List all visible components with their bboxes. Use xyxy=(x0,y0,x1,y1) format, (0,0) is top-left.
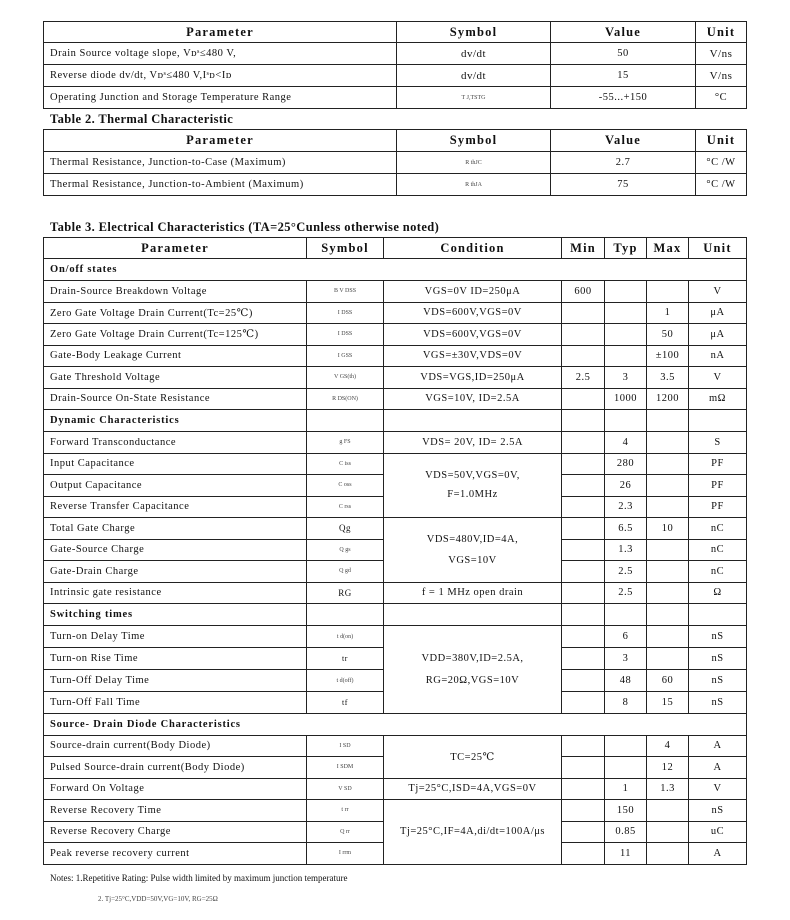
symbol-cell: T J,TSTG xyxy=(397,87,551,109)
table-row xyxy=(44,432,747,454)
typ-cell xyxy=(605,324,647,346)
typ-cell: 2.5 xyxy=(605,582,647,604)
unit-cell: mΩ xyxy=(689,388,747,410)
unit-cell: °C xyxy=(696,87,747,109)
table2-caption: Table 2. Thermal Characteristic xyxy=(50,112,234,126)
condition-cell: VDS= 20V, ID= 2.5A xyxy=(384,432,562,454)
max-cell xyxy=(647,432,689,454)
table-row xyxy=(44,174,747,196)
max-cell: 4 xyxy=(647,735,689,757)
table-row xyxy=(44,87,747,109)
symbol-cell: C oss xyxy=(307,475,384,497)
parameter-cell: Gate Threshold Voltage xyxy=(44,367,307,389)
min-cell xyxy=(562,648,605,670)
header-condition: Condition xyxy=(384,238,562,259)
parameter-cell: Turn-Off Delay Time xyxy=(44,670,307,692)
header-parameter: Parameter xyxy=(44,130,397,152)
symbol-cell: t d(off) xyxy=(307,670,384,692)
unit-cell: PF xyxy=(689,496,747,518)
min-cell xyxy=(562,496,605,518)
parameter-cell: Gate-Drain Charge xyxy=(44,561,307,583)
section-row xyxy=(44,714,747,736)
min-cell xyxy=(562,518,605,540)
condition-cell: VGS=±30V,VDS=0V xyxy=(384,345,562,367)
unit-cell: nS xyxy=(689,670,747,692)
typ-cell xyxy=(605,302,647,324)
section-switching: Switching times xyxy=(44,604,307,626)
typ-cell: 11 xyxy=(605,843,647,865)
min-cell: 600 xyxy=(562,281,605,303)
parameter-cell: Pulsed Source-drain current(Body Diode) xyxy=(44,757,307,779)
min-cell xyxy=(562,388,605,410)
parameter-cell: Input Capacitance xyxy=(44,453,307,475)
typ-cell xyxy=(605,757,647,779)
max-cell: 60 xyxy=(647,670,689,692)
parameter-cell: Total Gate Charge xyxy=(44,518,307,540)
note-2: 2. Tj=25°C,VDD=50V,VG=10V, RG=25Ω xyxy=(98,895,218,903)
header-value: Value xyxy=(551,130,696,152)
min-cell xyxy=(562,324,605,346)
section-row xyxy=(44,410,747,432)
max-cell: 12 xyxy=(647,757,689,779)
unit-cell: A xyxy=(689,735,747,757)
value-cell: -55...+150 xyxy=(551,87,696,109)
symbol-cell: tr xyxy=(307,648,384,670)
unit-cell: μA xyxy=(689,302,747,324)
max-cell: 3.5 xyxy=(647,367,689,389)
unit-cell: A xyxy=(689,843,747,865)
symbol-cell: I GSS xyxy=(307,345,384,367)
symbol-cell: t d(on) xyxy=(307,626,384,648)
table3-caption: Table 3. Electrical Characteristics (TA=25°Cunless otherwise noted) xyxy=(50,220,440,234)
max-cell: ±100 xyxy=(647,345,689,367)
value-cell: 75 xyxy=(551,174,696,196)
parameter-cell: Thermal Resistance, Junction-to-Case (Maximum) xyxy=(44,152,397,174)
max-cell xyxy=(647,496,689,518)
symbol-cell: V GS(th) xyxy=(307,367,384,389)
unit-cell: uC xyxy=(689,821,747,843)
header-unit: Unit xyxy=(696,130,747,152)
parameter-cell: Reverse Recovery Charge xyxy=(44,821,307,843)
typ-cell: 2.5 xyxy=(605,561,647,583)
table-row xyxy=(44,626,747,648)
parameter-cell: Zero Gate Voltage Drain Current(Tc=125℃) xyxy=(44,324,307,346)
condition-cell: VDS=VGS,ID=250μA xyxy=(384,367,562,389)
condition-cell: VDS=600V,VGS=0V xyxy=(384,302,562,324)
symbol-cell: C iss xyxy=(307,453,384,475)
condition-line: VDS=50V,VGS=0V, xyxy=(425,470,520,482)
symbol-cell: I DSS xyxy=(307,324,384,346)
unit-cell: °C /W xyxy=(696,152,747,174)
parameter-cell: Forward Transconductance xyxy=(44,432,307,454)
typ-cell: 8 xyxy=(605,692,647,714)
table-row xyxy=(44,281,747,303)
parameter-cell: Source-drain current(Body Diode) xyxy=(44,735,307,757)
unit-cell: nC xyxy=(689,518,747,540)
typ-cell: 48 xyxy=(605,670,647,692)
table-row xyxy=(44,367,747,389)
max-cell xyxy=(647,539,689,561)
symbol-cell: I DSS xyxy=(307,302,384,324)
note-1: Notes: 1.Repetitive Rating: Pulse width limited by maximum junction temperature xyxy=(50,873,348,883)
unit-cell: nS xyxy=(689,626,747,648)
typ-cell: 3 xyxy=(605,648,647,670)
header-symbol: Symbol xyxy=(397,130,551,152)
unit-cell: μA xyxy=(689,324,747,346)
symbol-cell: B V DSS xyxy=(307,281,384,303)
parameter-cell: Turn-on Delay Time xyxy=(44,626,307,648)
min-cell xyxy=(562,453,605,475)
isd-condition-cell: TC=25℃ xyxy=(384,735,562,778)
parameter-cell: Drain-Source On-State Resistance xyxy=(44,388,307,410)
parameter-cell: Peak reverse recovery current xyxy=(44,843,307,865)
table-row xyxy=(44,65,747,87)
parameter-cell: Zero Gate Voltage Drain Current(Tc=25℃) xyxy=(44,302,307,324)
unit-cell: nS xyxy=(689,692,747,714)
condition-cell: f = 1 MHz open drain xyxy=(384,582,562,604)
unit-cell: V xyxy=(689,281,747,303)
header-max: Max xyxy=(647,238,689,259)
capacitance-condition-cell xyxy=(384,453,562,518)
table-row xyxy=(44,453,747,475)
typ-cell: 2.3 xyxy=(605,496,647,518)
symbol-cell: dv/dt xyxy=(397,65,551,87)
condition-line: VDD=380V,ID=2.5A, xyxy=(421,652,524,664)
symbol-cell: Q gd xyxy=(307,561,384,583)
min-cell xyxy=(562,735,605,757)
condition-line: F=1.0MHz xyxy=(447,489,498,501)
header-unit: Unit xyxy=(696,22,747,43)
unit-cell: nC xyxy=(689,561,747,583)
header-unit: Unit xyxy=(689,238,747,259)
typ-cell xyxy=(605,281,647,303)
table-row xyxy=(44,388,747,410)
parameter-cell: Reverse diode dv/dt, Vᴅˢ≤480 V,Iˢᴅ<Iᴅ xyxy=(44,65,397,87)
section-row xyxy=(44,259,747,281)
min-cell xyxy=(562,432,605,454)
max-cell xyxy=(647,475,689,497)
typ-cell: 3 xyxy=(605,367,647,389)
symbol-cell: I SD xyxy=(307,735,384,757)
table-row xyxy=(44,735,747,757)
unit-cell: nC xyxy=(689,539,747,561)
condition-line: RG=20Ω,VGS=10V xyxy=(425,674,520,686)
table-row xyxy=(44,324,747,346)
min-cell xyxy=(562,670,605,692)
typ-cell: 150 xyxy=(605,800,647,822)
typ-cell: 1 xyxy=(605,778,647,800)
typ-cell: 280 xyxy=(605,453,647,475)
typ-cell: 0.85 xyxy=(605,821,647,843)
header-symbol: Symbol xyxy=(307,238,384,259)
section-row xyxy=(44,604,747,626)
parameter-cell: Operating Junction and Storage Temperature Range xyxy=(44,87,397,109)
typ-cell xyxy=(605,735,647,757)
unit-cell: Ω xyxy=(689,582,747,604)
min-cell xyxy=(562,800,605,822)
typ-cell: 4 xyxy=(605,432,647,454)
table-row xyxy=(44,302,747,324)
condition-cell: VGS=0V ID=250μA xyxy=(384,281,562,303)
typ-cell: 26 xyxy=(605,475,647,497)
max-cell xyxy=(647,800,689,822)
symbol-cell: Q gs xyxy=(307,539,384,561)
table-row xyxy=(44,152,747,174)
max-cell: 15 xyxy=(647,692,689,714)
parameter-cell: Output Capacitance xyxy=(44,475,307,497)
min-cell xyxy=(562,345,605,367)
max-cell: 10 xyxy=(647,518,689,540)
symbol-cell: RG xyxy=(307,582,384,604)
charge-condition-cell xyxy=(384,518,562,583)
table-row xyxy=(44,800,747,822)
parameter-cell: Turn-on Rise Time xyxy=(44,648,307,670)
unit-cell: A xyxy=(689,757,747,779)
max-cell xyxy=(647,821,689,843)
symbol-cell: tf xyxy=(307,692,384,714)
max-cell xyxy=(647,561,689,583)
condition-cell: Tj=25°C,ISD=4A,VGS=0V xyxy=(384,778,562,800)
min-cell xyxy=(562,561,605,583)
voltage-slope-table xyxy=(43,21,747,109)
symbol-cell: R DS(ON) xyxy=(307,388,384,410)
table-row xyxy=(44,345,747,367)
unit-cell: nA xyxy=(689,345,747,367)
min-cell xyxy=(562,582,605,604)
typ-cell: 6 xyxy=(605,626,647,648)
value-cell: 15 xyxy=(551,65,696,87)
header-parameter: Parameter xyxy=(44,238,307,259)
unit-cell: °C /W xyxy=(696,174,747,196)
condition-line: VDS=480V,ID=4A, xyxy=(426,533,519,545)
parameter-cell: Forward On Voltage xyxy=(44,778,307,800)
symbol-cell: R thJA xyxy=(397,174,551,196)
value-cell: 50 xyxy=(551,43,696,65)
thermal-table xyxy=(43,129,747,196)
unit-cell: PF xyxy=(689,475,747,497)
electrical-table xyxy=(43,237,747,865)
min-cell xyxy=(562,843,605,865)
parameter-cell: Drain Source voltage slope, Vᴅˢ≤480 V, xyxy=(44,43,397,65)
max-cell: 1.3 xyxy=(647,778,689,800)
parameter-cell: Intrinsic gate resistance xyxy=(44,582,307,604)
symbol-cell: Q rr xyxy=(307,821,384,843)
parameter-cell: Reverse Recovery Time xyxy=(44,800,307,822)
header-parameter: Parameter xyxy=(44,22,397,43)
unit-cell: V xyxy=(689,367,747,389)
section-onoff: On/off states xyxy=(44,259,747,281)
symbol-cell: t rr xyxy=(307,800,384,822)
max-cell xyxy=(647,626,689,648)
symbol-cell: R thJC xyxy=(397,152,551,174)
max-cell xyxy=(647,582,689,604)
max-cell xyxy=(647,648,689,670)
symbol-cell: V SD xyxy=(307,778,384,800)
min-cell xyxy=(562,821,605,843)
section-dynamic: Dynamic Characteristics xyxy=(44,410,307,432)
header-symbol: Symbol xyxy=(397,22,551,43)
typ-cell xyxy=(605,345,647,367)
min-cell: 2.5 xyxy=(562,367,605,389)
parameter-cell: Reverse Transfer Capacitance xyxy=(44,496,307,518)
symbol-cell: C rss xyxy=(307,496,384,518)
unit-cell: S xyxy=(689,432,747,454)
header-value: Value xyxy=(551,22,696,43)
parameter-cell: Gate-Body Leakage Current xyxy=(44,345,307,367)
value-cell: 2.7 xyxy=(551,152,696,174)
parameter-cell: Drain-Source Breakdown Voltage xyxy=(44,281,307,303)
header-typ: Typ xyxy=(605,238,647,259)
max-cell: 1 xyxy=(647,302,689,324)
unit-cell: nS xyxy=(689,648,747,670)
min-cell xyxy=(562,475,605,497)
min-cell xyxy=(562,778,605,800)
condition-cell: VDS=600V,VGS=0V xyxy=(384,324,562,346)
symbol-cell: I SDM xyxy=(307,757,384,779)
recovery-condition-cell: Tj=25°C,IF=4A,di/dt=100A/μs xyxy=(384,800,562,865)
table-row xyxy=(44,43,747,65)
max-cell xyxy=(647,843,689,865)
typ-cell: 6.5 xyxy=(605,518,647,540)
parameter-cell: Thermal Resistance, Junction-to-Ambient (Maximum) xyxy=(44,174,397,196)
min-cell xyxy=(562,626,605,648)
unit-cell: V/ns xyxy=(696,65,747,87)
condition-cell: VGS=10V, ID=2.5A xyxy=(384,388,562,410)
max-cell: 50 xyxy=(647,324,689,346)
table-row xyxy=(44,582,747,604)
max-cell: 1200 xyxy=(647,388,689,410)
typ-cell: 1.3 xyxy=(605,539,647,561)
table-row xyxy=(44,778,747,800)
symbol-cell: I rrm xyxy=(307,843,384,865)
unit-cell: nS xyxy=(689,800,747,822)
unit-cell: V/ns xyxy=(696,43,747,65)
condition-line: VGS=10V xyxy=(448,554,497,566)
min-cell xyxy=(562,692,605,714)
min-cell xyxy=(562,757,605,779)
min-cell xyxy=(562,302,605,324)
table-row xyxy=(44,518,747,540)
unit-cell: V xyxy=(689,778,747,800)
symbol-cell: dv/dt xyxy=(397,43,551,65)
symbol-cell: Qg xyxy=(307,518,384,540)
parameter-cell: Turn-Off Fall Time xyxy=(44,692,307,714)
max-cell xyxy=(647,453,689,475)
typ-cell: 1000 xyxy=(605,388,647,410)
symbol-cell: g FS xyxy=(307,432,384,454)
unit-cell: PF xyxy=(689,453,747,475)
section-diode: Source- Drain Diode Characteristics xyxy=(44,714,747,736)
parameter-cell: Gate-Source Charge xyxy=(44,539,307,561)
header-min: Min xyxy=(562,238,605,259)
max-cell xyxy=(647,281,689,303)
switching-condition-cell xyxy=(384,626,562,714)
min-cell xyxy=(562,539,605,561)
